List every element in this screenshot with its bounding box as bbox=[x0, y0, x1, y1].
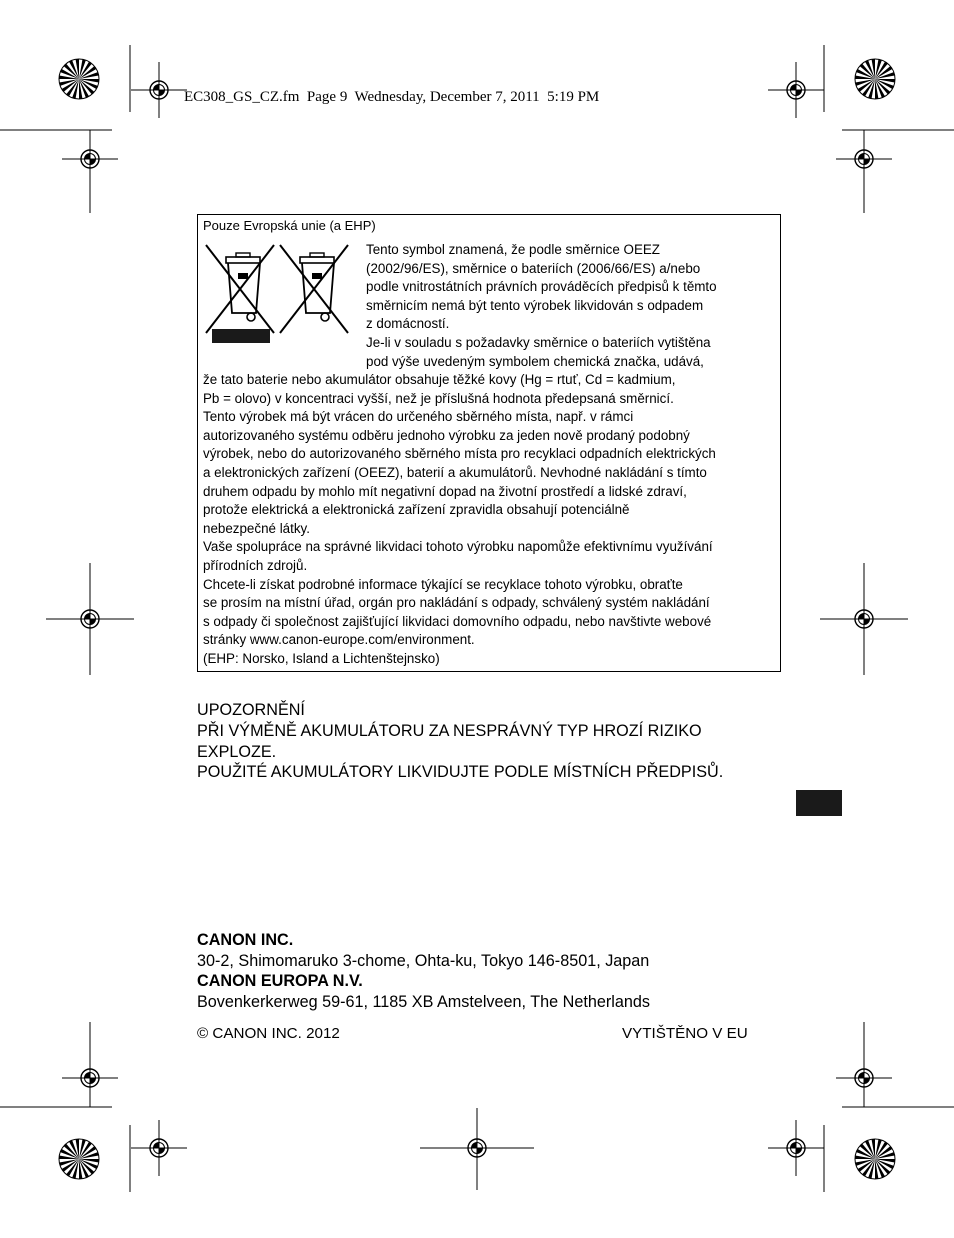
starburst-target-icon bbox=[855, 1139, 895, 1179]
company-name: CANON EUROPA N.V. bbox=[197, 972, 363, 991]
company-name: CANON INC. bbox=[197, 931, 294, 949]
warning-line: PŘI VÝMĚNĚ AKUMULÁTORU ZA NESPRÁVNÝ TYP HROZÍ RIZIKO bbox=[197, 721, 702, 740]
symbol-explanation bbox=[366, 241, 776, 371]
crossed-out-wheelie-bin-icon bbox=[206, 245, 274, 333]
file-header: EC308_GS_CZ.fm Page 9 Wednesday, December 7, 2011 5:19 PM bbox=[184, 89, 600, 105]
text-line: nebezpečné látky. bbox=[203, 520, 310, 536]
weee-symbols bbox=[204, 243, 354, 347]
registration-mark-icon bbox=[836, 1050, 892, 1106]
warning-line: POUŽITÉ AKUMULÁTORY LIKVIDUJTE PODLE MÍSTNÍCH PŘEDPISŮ. bbox=[197, 763, 724, 782]
text-line: Chcete-li získat podrobné informace týkající se recyklace tohoto výrobku, obraťte bbox=[203, 576, 683, 592]
text-line: přírodních zdrojů. bbox=[203, 557, 308, 573]
registration-mark-icon bbox=[62, 131, 118, 187]
battery-warning bbox=[197, 700, 797, 783]
company-address: 30-2, Shimomaruko 3-chome, Ohta-ku, Tokyo 146-8501, Japan bbox=[197, 951, 650, 970]
warning-line: EXPLOZE. bbox=[197, 742, 277, 761]
text-line: výrobek, nebo do autorizovaného sběrného místa pro recyklaci odpadních elektrických bbox=[203, 446, 716, 462]
text-line: Tento výrobek má být vrácen do určeného sběrného místa, např. v rámci bbox=[203, 409, 634, 425]
bar-symbol bbox=[212, 329, 270, 343]
text-line: autorizovaného systému odběru jednoho výrobku za jeden nově prodaný podobný bbox=[203, 427, 690, 443]
text-line: (EHP: Norsko, Island a Lichtenštejnsko) bbox=[203, 650, 440, 666]
company-address: Bovenkerkerweg 59-61, 1185 XB Amstelveen, The Netherlands bbox=[197, 993, 650, 1012]
company-addresses bbox=[197, 930, 817, 1013]
crossed-out-wheelie-bin-icon bbox=[280, 245, 348, 333]
notice-body bbox=[203, 371, 781, 669]
starburst-target-icon bbox=[59, 59, 99, 99]
text-line: se prosím na místní úřad, orgán pro nakládání s odpady, schválený systém nakládání bbox=[203, 595, 710, 611]
text-line: Vaše spolupráce na správné likvidaci tohoto výrobku napomůže efektivnímu využívání bbox=[203, 539, 713, 555]
registration-mark-icon bbox=[836, 131, 892, 187]
text-line: směrnicím nemá být tento výrobek likvidován s odpadem bbox=[366, 297, 704, 313]
text-line: pod výše uvedeným symbolem chemická značka, udává, bbox=[366, 353, 704, 369]
starburst-target-icon bbox=[59, 1139, 99, 1179]
text-line: Je-li v souladu s požadavky směrnice o bateriích vytištěna bbox=[366, 334, 711, 350]
warning-heading: UPOZORNĚNÍ bbox=[197, 701, 305, 719]
notice-title: Pouze Evropská unie (a EHP) bbox=[203, 218, 376, 233]
copyright-notice: © CANON INC. 2012 bbox=[197, 1025, 340, 1042]
starburst-target-icon bbox=[855, 59, 895, 99]
text-line: že tato baterie nebo akumulátor obsahuje těžké kovy (Hg = rtuť, Cd = kadmium, bbox=[203, 372, 676, 387]
registration-mark-icon bbox=[768, 62, 824, 118]
text-line: a elektronických zařízení (OEEZ), baterií a akumulátorů. Nevhodné nakládání s tímto bbox=[203, 464, 707, 480]
text-line: z domácností. bbox=[366, 316, 450, 332]
text-line: Tento symbol znamená, že podle směrnice OEEZ bbox=[366, 242, 660, 257]
weee-notice-box bbox=[197, 214, 781, 672]
printed-in: VYTIŠTĚNO V EU bbox=[622, 1025, 748, 1042]
registration-mark-icon bbox=[768, 1120, 824, 1176]
text-line: stránky www.canon-europe.com/environment. bbox=[203, 632, 475, 648]
section-tab bbox=[796, 790, 842, 816]
text-line: druhem odpadu by mohlo mít negativní dopad na životní prostředí a lidské zdraví, bbox=[203, 483, 687, 499]
text-line: s odpady či společnost zajišťující likvidaci domovního odpadu, nebo navštivte webové bbox=[203, 613, 712, 629]
registration-mark-icon bbox=[131, 62, 187, 118]
text-line: Pb = olovo) v koncentraci vyšší, než je příslušná hodnota předepsaná směrnicí. bbox=[203, 390, 674, 406]
text-line: (2002/96/ES), směrnice o bateriích (2006/66/ES) a/nebo bbox=[366, 260, 701, 276]
text-line: protože elektrická a elektronická zařízení zpravidla obsahují potenciálně bbox=[203, 502, 630, 518]
registration-mark-icon bbox=[62, 1050, 118, 1106]
text-line: podle vnitrostátních právních prováděcích předpisů k těmto bbox=[366, 279, 717, 295]
registration-mark-icon bbox=[131, 1120, 187, 1176]
